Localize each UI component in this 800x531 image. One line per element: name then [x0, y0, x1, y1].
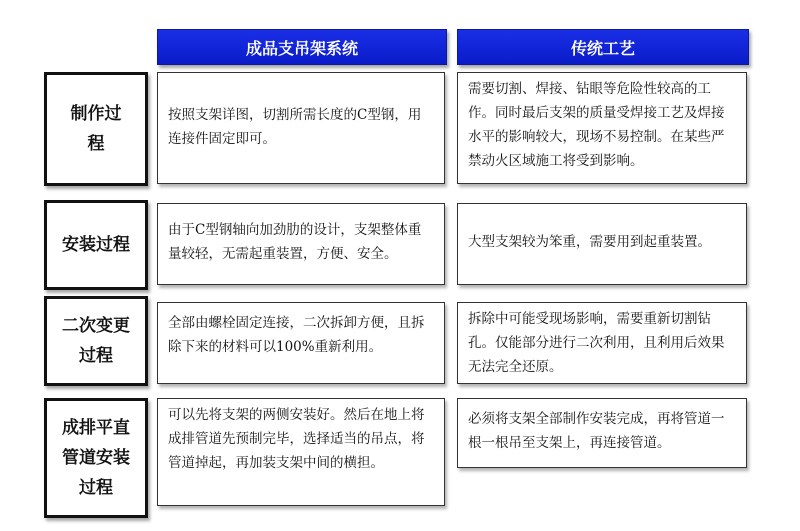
cell-parallel-pipe-finished: 可以先将支架的两侧安装好。然后在地上将成排管道先预制完毕，选择适当的吊点，将管道掉起，再加装支架中间的横担。	[157, 398, 445, 506]
row-label-parallel-pipe-installation: 成排平直管道安装过程	[44, 398, 148, 518]
cell-secondary-change-traditional: 拆除中可能受现场影响，需要重新切割钻孔。仅能部分进行二次利用，且利用后效果无法完全还原。	[457, 302, 747, 384]
row-label-installation: 安装过程	[44, 200, 148, 290]
row-label-secondary-change: 二次变更过程	[44, 296, 148, 386]
cell-installation-finished: 由于C型钢轴向加劲肋的设计，支架整体重量较轻，无需起重装置，方便、安全。	[157, 203, 445, 285]
cell-fabrication-traditional: 需要切割、焊接、钻眼等危险性较高的工作。同时最后支架的质量受焊接工艺及焊接水平的影响较大，现场不易控制。在某些严禁动火区域施工将受到影响。	[457, 72, 747, 184]
cell-parallel-pipe-traditional: 必须将支架全部制作安装完成，再将管道一根一根吊至支架上，再连接管道。	[457, 398, 747, 468]
header-finished-support-system: 成品支吊架系统	[157, 29, 447, 65]
row-label-fabrication: 制作过程	[44, 72, 148, 186]
cell-fabrication-finished: 按照支架详图，切割所需长度的C型钢，用连接件固定即可。	[157, 72, 445, 184]
header-traditional-process: 传统工艺	[457, 29, 749, 65]
cell-secondary-change-finished: 全部由螺栓固定连接，二次拆卸方便，且拆除下来的材料可以100%重新利用。	[157, 302, 445, 384]
cell-installation-traditional: 大型支架较为笨重，需要用到起重装置。	[457, 203, 747, 285]
